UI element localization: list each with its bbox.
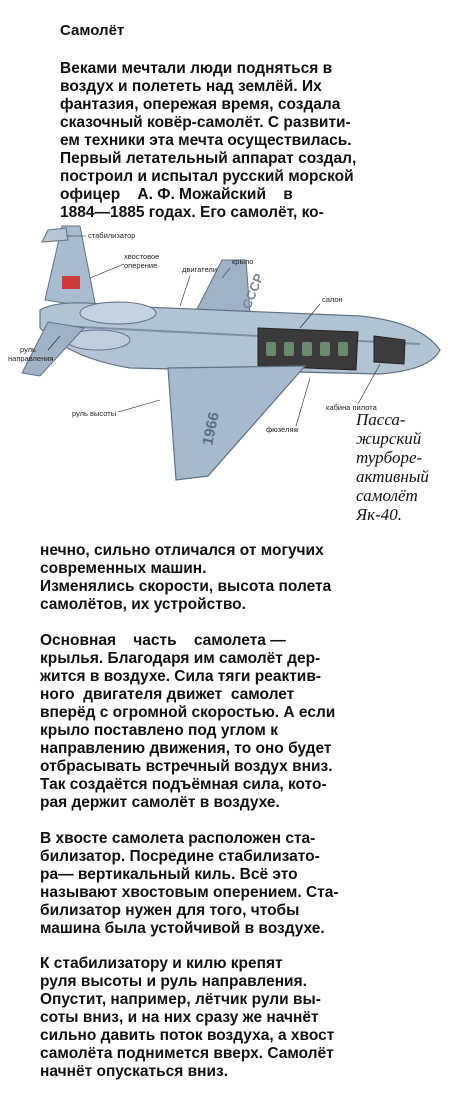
text-line: соты вниз, и на них сразу же начнёт [40,1009,319,1026]
text-line: вперёд с огромной скоростью. А если [40,704,336,721]
cockpit-cutaway [374,336,405,364]
text-line: В хвосте самолета расположен ста- [40,830,316,847]
stabilizer [42,228,68,242]
label-rudder: направления [8,354,54,363]
text-line: рая держит самолёт в воздухе. [40,794,280,811]
text-line: ра— вертикальный киль. Всё это [40,866,298,883]
caption-line: Як-40. [356,505,403,524]
text-line: ного двигателя движет самолет [40,686,295,703]
text-line: современных машин. [40,560,207,577]
seat [284,342,294,356]
label-salon: салон [322,295,343,304]
text-line: воздух и полететь над землёй. Их [60,78,322,95]
text-line: 1884—1885 годах. Его самолёт, ко- [60,204,324,221]
caption-line: Пасса- [356,410,406,429]
page-title: Самолёт [60,22,125,39]
text-line: билизатор. Посредине стабилизато- [40,848,320,865]
text-line: билизатор нужен для того, чтобы [40,902,300,919]
figure-caption [356,410,429,524]
rudders-paragraph [40,955,334,1081]
label-tail-unit: оперение [124,261,158,270]
near-wing [168,366,305,480]
text-line: называют хвостовым оперением. Ста- [40,884,339,901]
text-line: крыло поставлено под углом к [40,722,278,739]
text-line: фантазия, опережая время, создала [60,96,341,113]
text-line: нечно, сильно отличался от могучих [40,542,324,559]
caption-line: самолёт [356,486,418,505]
text-line: руля высоты и руль направления. [40,973,307,990]
text-line: Опустит, например, лётчик рули вы- [40,991,321,1008]
label-stabilizer: стабилизатор [88,231,136,240]
caption-line: турборе- [356,448,423,467]
engine-top [80,302,156,324]
text-line: самолётов, их устройство. [40,596,246,613]
text-line: отбрасывать встречный воздух вниз. [40,758,333,775]
seat [302,342,312,356]
text-line: построил и испытал русский морской [60,168,354,185]
side-marking: СССР [238,271,267,312]
label-tail-unit: хвостовое [124,252,160,261]
text-line: Первый летательный аппарат создал, [60,150,357,167]
tail-paragraph [40,830,339,938]
text-line: сильно давить поток воздуха, а хвост [40,1027,335,1044]
text-line: жится в воздухе. Сила тяги реактив- [40,668,322,685]
seat [338,342,348,356]
continuation-paragraph [40,542,331,614]
caption-line: жирский [356,429,422,448]
label-wing: крыло [232,257,254,266]
text-line: крылья. Благодаря им самолёт дер- [40,650,321,667]
label-cockpit: кабина пилота [326,403,377,412]
text-line: начнёт опускаться вниз. [40,1063,229,1080]
seat [266,342,276,356]
text-line: К стабилизатору и килю крепят [40,955,283,972]
label-elevator: руль высоты [72,409,117,418]
text-line: машина была устойчивой в воздухе. [40,920,325,937]
text-line: офицер А. Ф. Можайский в [60,186,293,203]
label-rudder: руль [20,345,36,354]
text-line: Так создаётся подъёмная сила, кото- [40,776,327,793]
text-line: Изменялись скорости, высота полета [40,578,332,595]
wings-paragraph [40,632,335,812]
text-line: направлению движения, то оно будет [40,740,332,757]
text-line: ем техники эта мечта осуществилась. [60,132,352,149]
text-line: Веками мечтали люди подняться в [60,60,333,77]
flag-marking [62,276,80,289]
text-line: самолёта поднимется вверх. Самолёт [40,1045,334,1062]
label-fuselage: фюзеляж [266,425,299,434]
text-line: сказочный ковёр-самолёт. С развити- [60,114,351,131]
seat [320,342,330,356]
intro-paragraph [60,60,356,222]
wing-marking: 1966 [199,410,223,447]
label-engines: двигатели [182,265,217,274]
caption-line: активный [356,467,429,486]
text-line: Основная часть самолета — [40,632,286,649]
